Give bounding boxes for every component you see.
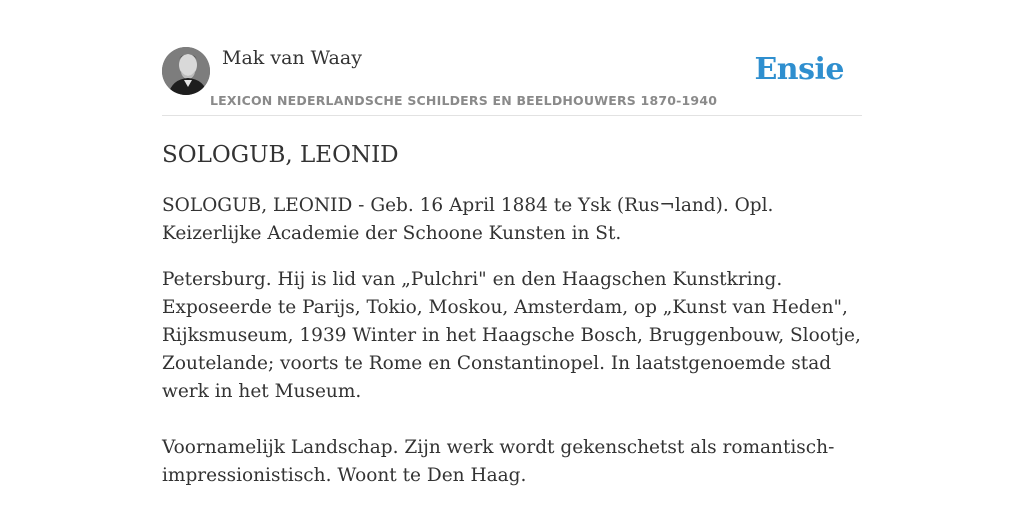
lexicon-title[interactable]: LEXICON NEDERLANDSCHE SCHILDERS EN BEELDHOUWERS 1870-1940	[210, 93, 718, 108]
article-paragraph: SOLOGUB, LEONID - Geb. 16 April 1884 te Ysk (Rus¬land). Opl. Keizerlijke Academie der Schoone Kunsten in St.	[162, 195, 774, 244]
article-title: SOLOGUB, LEONID	[162, 142, 399, 168]
portrait-icon	[162, 47, 210, 95]
author-avatar[interactable]	[162, 47, 210, 95]
article-paragraph: Voornamelijk Landschap. Zijn werk wordt gekenschetst als romantisch-impressionistisch. Woont te Den Haag.	[162, 437, 835, 486]
header	[162, 46, 862, 116]
article-paragraph: Petersburg. Hij is lid van „Pulchri" en den Haagschen Kunstkring. Exposeerde te Parijs, Tokio, Moskou, Amsterdam, op „Kunst van Heden", Rijksmuseum, 1939 Winter in het Haagsche Bosch, Bruggenbouw, Slootje, Zoutelande; voorts te Rome en Constantinopel. In laatstgenoemde stad werk in het Museum.	[162, 269, 861, 402]
author-name[interactable]: Mak van Waay	[222, 47, 362, 69]
article	[162, 138, 862, 490]
ensie-logo[interactable]: Ensie	[754, 52, 844, 87]
